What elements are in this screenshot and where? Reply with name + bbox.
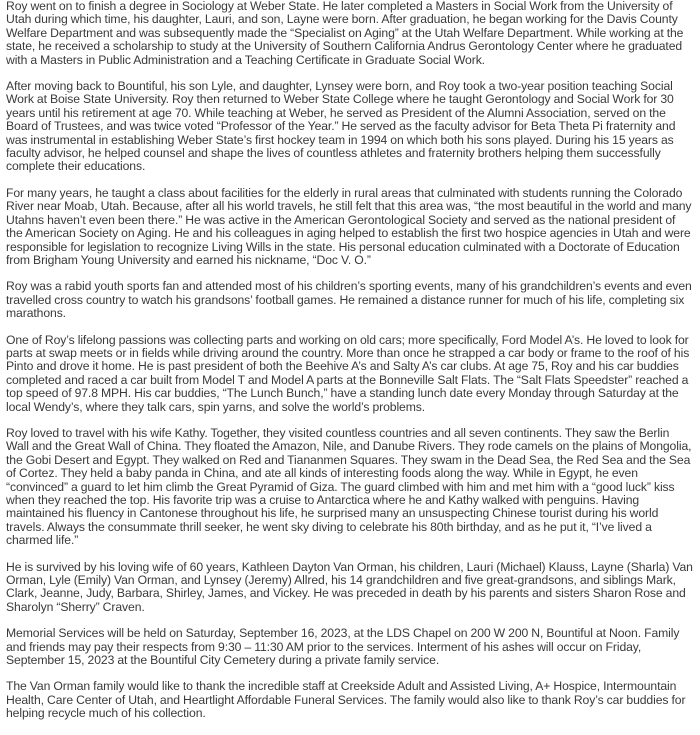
paragraph-thanks: The Van Orman family would like to thank the incredible staff at Creekside Adult and Assisted Living, A+ Hospice, Intermountain Health, Care Center of Utah, and Heartlight Affordable Funeral Services. The family would also like to thank Roy’s car buddies for helping recycle much of his collection.: [6, 679, 686, 721]
paragraph-sports: Roy was a rabid youth sports fan and attended most of his children’s sporting events, many of his grandchildren’s events and even travelled cross country to watch his grandsons’ football games. He remained a distance runner for much of his life, completing six marathons.: [6, 279, 692, 321]
paragraph-survivors: He is survived by his loving wife of 60 years, Kathleen Dayton Van Orman, his children, Lauri (Michael) Klauss, Layne (Sharla) Van Orman, Lyle (Emily) Van Orman, and Lynsey (Jeremy) Allred, his 14 grandchildren and five great-grandsons, and siblings Mark, Clark, Jeanne, Judy, Barbara, Shirley, James, and Vickey. He was preceded in death by his parents and sisters Sharon Rose and Sharolyn “Sherry” Craven.: [6, 559, 693, 614]
paragraph-travel: Roy loved to travel with his wife Kathy. Together, they visited countless countries and all seven continents. They saw the Berlin Wall and the Great Wall of China. They floated the Amazon, Nile, and Danube Rivers. They rode camels on the plains of Mongolia, the Gobi Desert and Egypt. They walked on Red and Tiananmen Squares. They swam in the Dead Sea, the Red Sea and the Sea of Cortez. They held a baby panda in China, and ate all kinds of interesting foods along the way. While in Egypt, he even “convinced” a guard to let him climb the Great Pyramid of Giza. The guard climbed with him and met him with a “good luck” kiss when they reached the top. His favorite trip was a cruise to Antarctica where he and Kathy walked with penguins. Having maintained his fluency in Cantonese throughout his life, he surprised many an unsuspecting Chinese tourist during his world travels. Always the consummate thrill seeker, he went sky diving to celebrate his 80th birthday, and as he put it, “I’ve lived a charmed life.”: [6, 425, 692, 548]
paragraph-cars: One of Roy’s lifelong passions was collecting parts and working on old cars; more specifically, Ford Model A’s. He loved to look for parts at swap meets or in fields while driving around the country. More than once he strapped a car body or frame to the roof of his Pinto and drove it home. He is past president of both the Beehive A’s and Salty A’s car clubs. At age 75, Roy and his car buddies completed and raced a car built from Model T and Model A parts at the Bonneville Salt Flats. The “Salt Flats Speedster” reached a top speed of 97.8 MPH. His car buddies, “The Lunch Bunch,” have a standing lunch date every Monday through Saturday at the local Wendy’s, where they talk cars, spin yarns, and solve the world’s problems.: [6, 332, 690, 414]
paragraph-teaching-career: After moving back to Bountiful, his son Lyle, and daughter, Lynsey were born, and Roy took a two-year position teaching Social Work at Boise State University. Roy then returned to Weber State College where he taught Gerontology and Social Work for 30 years until his retirement at age 70. While teaching at Weber, he served as President of the Alumni Association, served on the Board of Trustees, and was twice voted “Professor of the Year.” He served as the faculty advisor for Beta Theta Pi fraternity and was instrumental in establishing Weber State’s first hockey team in 1994 on which both his sons played. During his 15 years as faculty advisor, he helped counsel and shape the lives of countless athletes and fraternity brothers helping them successfully complete their educations.: [6, 79, 676, 174]
paragraph-memorial-services: Memorial Services will be held on Saturday, September 16, 2023, at the LDS Chapel on 200 W 200 N, Bountiful at Noon. Family and friends may pay their respects from 9:30 – 11:30 AM prior to the services. Interment of his ashes will occur on Friday, September 15, 2023 at the Bountiful City Cemetery during a private family service.: [6, 626, 680, 668]
paragraph-education: Roy went on to finish a degree in Sociology at Weber State. He later completed a Masters in Social Work from the University of Utah during which time, his daughter, Lauri, and son, Layne were born. After graduation, he began working for the Davis County Welfare Department and was subsequently made the “Specialist on Aging” at the Utah Welfare Department. While working at the state, he received a scholarship to study at the University of Southern California Andrus Gerontology Center where he graduated with a Masters in Public Administration and a Teaching Certificate in Graduate Social Work.: [6, 0, 684, 67]
paragraph-aging-work: For many years, he taught a class about facilities for the elderly in rural areas that culminated with students running the Colorado River near Moab, Utah. Because, after all his world travels, he still felt that this area was, “the most beautiful in the world and many Utahns haven’t even been there.” He was active in the American Gerontological Society and served as the national president of the American Society on Aging. He and his colleagues in aging helped to establish the first two hospice agencies in Utah and were responsible for legislation to recognize Living Wills in the state. His personal education culminated with a Doctorate of Education from Brigham Young University and earned his nickname, “Doc V. O.”: [6, 185, 692, 267]
